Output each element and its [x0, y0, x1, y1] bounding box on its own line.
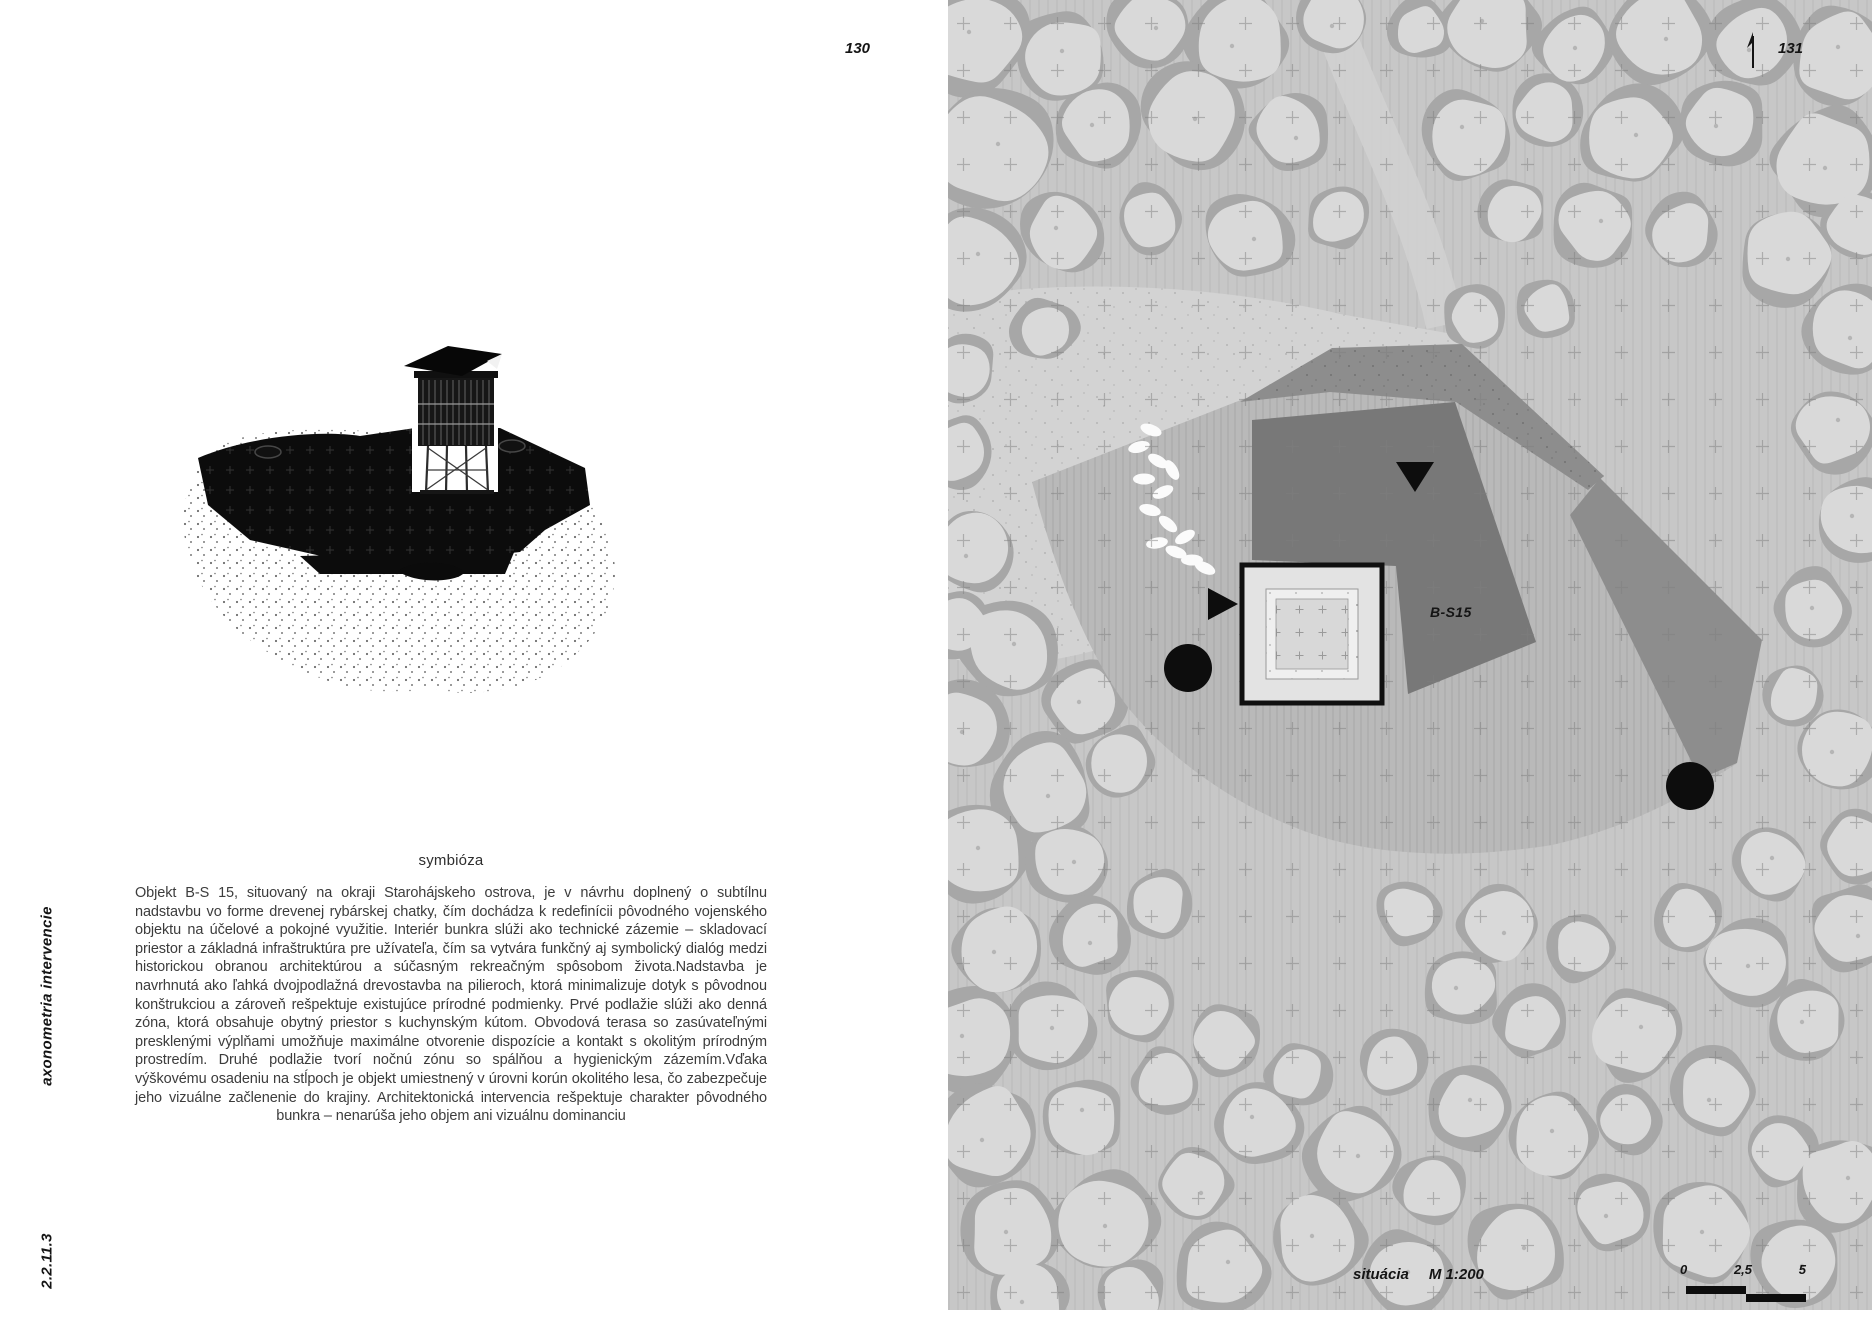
figure-title: symbióza — [418, 852, 484, 869]
plan-caption — [1353, 1266, 1484, 1283]
page-number-left: 130 — [845, 40, 871, 57]
scale-label-5: 5 — [1798, 1262, 1806, 1277]
scale-label-2-5: 2,5 — [1733, 1262, 1753, 1277]
scale-bar-labels — [1680, 1262, 1806, 1277]
site-plan-figure — [948, 0, 1872, 1310]
plan-caption-scale: M 1:200 — [1428, 1266, 1484, 1283]
marker-dot-right — [1666, 762, 1714, 810]
plan-caption-title: situácia — [1353, 1266, 1409, 1283]
survey-grid-overlay — [948, 0, 1872, 1310]
page-number-right: 131 — [1778, 40, 1804, 57]
scale-bar — [1680, 1262, 1806, 1306]
scale-bar-segment-2 — [1746, 1294, 1806, 1302]
edge-label-section-number: 2.2.11.3 — [38, 1233, 56, 1289]
cabin-plan-structure — [1242, 565, 1382, 703]
scale-label-0: 0 — [1680, 1262, 1688, 1277]
body-paragraph: Objekt B-S 15, situovaný na okraji Starohájskeho ostrova, je v návrhu doplnený o subtílnu nadstavbu vo forme drevenej rybárskej chatky, čím dochádza k redefinícii pôvodného vojenského objektu na účelové a pokojné využitie. Interiér bunkra slúži ako technické zázemie – skladovací priestor a základná infraštruktúra pre užívateľa, čím sa vytvára funkčný aj symbolický dialóg medzi historickou obranou architektúrou a súčasným rekreačným spôsobom života.Nadstavba je navrhnutá ako ľahká dvojpodlažná drevostavba na pilieroch, ktorá minimalizuje dotyk s pôvodnou konštrukciou a zároveň rešpektuje existujúce prírodné podmienky. Prvé podlažie slúži ako denná zóna, ktorá obsahuje obytný priestor s kuchynským kútom. Obvodová terasa so zasúvateľnými presklenými výplňami umožňuje maximálne otvorenie dispozície a kontakt s okolitým prírodným prostredím. Druhé podlažie tvorí nočnú zónu so spálňou a hygienickým zázemím.Vďaka výškovému osadeniu na stĺpoch je objekt umiestnený v úrovni korún okolitého lesa, čo zabezpečuje jeho vizuálne začlenenie do krajiny. Architektonická intervencia rešpektuje charakter pôvodného bunkra – nenarúša jeho objem ani vizuálnu dominanciu — [135, 885, 767, 1125]
north-arrow-icon — [1744, 28, 1762, 72]
edge-label-chapter: axonometria intervencie — [38, 906, 56, 1086]
scale-bar-segment-1 — [1686, 1286, 1746, 1294]
bunker-label: B-S15 — [1430, 604, 1472, 620]
marker-dot-left — [1164, 644, 1212, 692]
